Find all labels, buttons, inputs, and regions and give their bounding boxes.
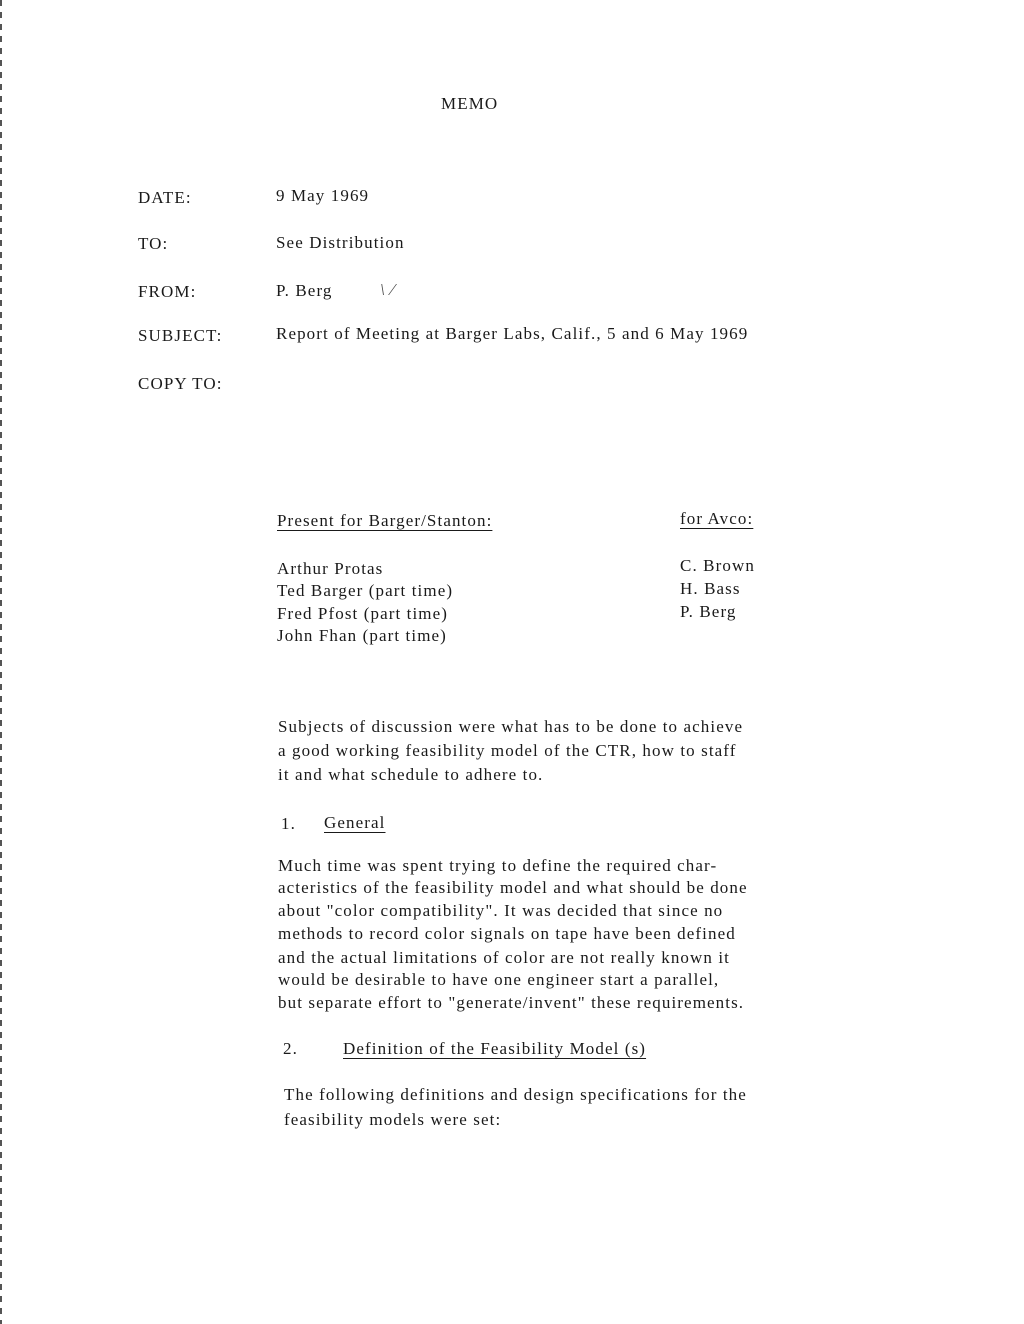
intro-line: a good working feasibility model of the CTR, how to staff	[278, 741, 737, 760]
memo-title: MEMO	[441, 94, 499, 113]
section1-line: about "color compatibility". It was decided that since no	[278, 901, 724, 920]
section1-line: but separate effort to "generate/invent" these requirements.	[278, 993, 745, 1012]
attendee: Ted Barger (part time)	[277, 581, 454, 600]
subject-label: SUBJECT:	[138, 326, 223, 345]
attendee: H. Bass	[680, 579, 741, 598]
attendee: C. Brown	[680, 556, 755, 575]
intro-line: it and what schedule to adhere to.	[278, 765, 544, 784]
date-value: 9 May 1969	[276, 186, 370, 205]
section1-number: 1.	[281, 814, 296, 833]
initials-mark: \ ⁄	[380, 280, 396, 299]
to-value: See Distribution	[276, 233, 405, 252]
to-label: TO:	[138, 234, 169, 253]
section2-line: The following definitions and design specifications for the	[284, 1085, 747, 1104]
attendee: John Fhan (part time)	[277, 626, 447, 645]
section2-title: Definition of the Feasibility Model (s)	[343, 1039, 647, 1058]
scan-edge	[0, 0, 2, 1324]
barger-heading: Present for Barger/Stanton:	[277, 511, 493, 530]
section1-line: Much time was spent trying to define the required char-	[278, 856, 718, 875]
section1-line: and the actual limitations of color are not really known it	[278, 948, 731, 967]
section1-title: General	[324, 813, 386, 832]
section2-number: 2.	[283, 1039, 298, 1058]
attendee: Arthur Protas	[277, 559, 384, 578]
from-value: P. Berg	[276, 281, 333, 300]
from-label: FROM:	[138, 282, 197, 301]
attendee: P. Berg	[680, 602, 737, 621]
attendee: Fred Pfost (part time)	[277, 604, 449, 623]
subject-value: Report of Meeting at Barger Labs, Calif., 5 and 6 May 1969	[276, 324, 749, 343]
date-label: DATE:	[138, 188, 192, 207]
section1-line: acteristics of the feasibility model and what should be done	[278, 878, 748, 897]
section1-line: methods to record color signals on tape have been defined	[278, 924, 736, 943]
copy-to-label: COPY TO:	[138, 374, 223, 393]
intro-line: Subjects of discussion were what has to be done to achieve	[278, 717, 744, 736]
section2-line: feasibility models were set:	[284, 1110, 502, 1129]
section1-line: would be desirable to have one engineer start a parallel,	[278, 970, 720, 989]
avco-heading: for Avco:	[680, 509, 754, 528]
